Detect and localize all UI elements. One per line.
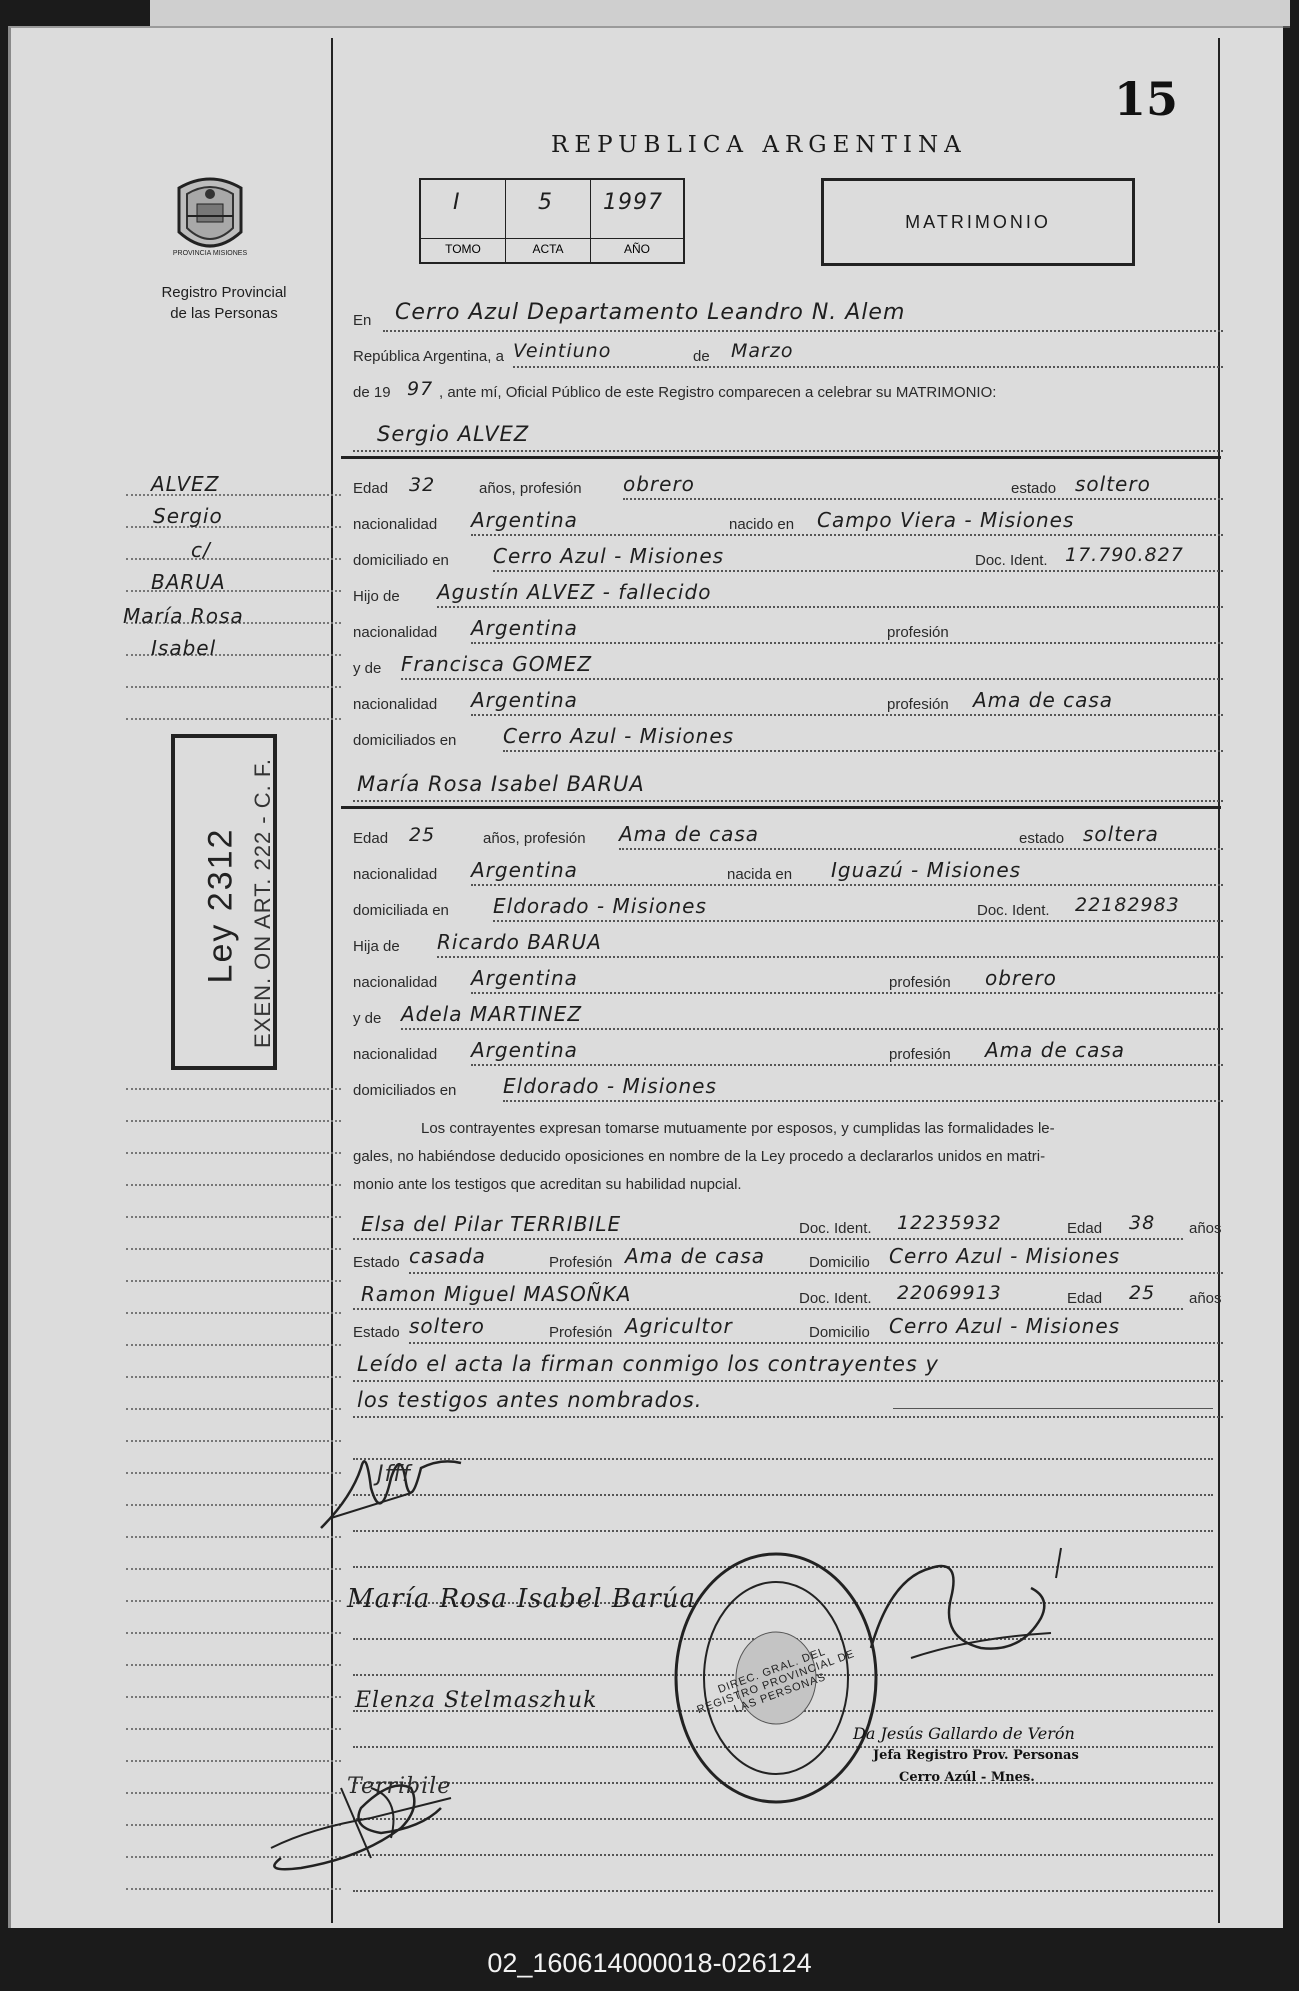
dotted-line	[353, 1380, 1223, 1382]
bride-address: Eldorado - Misiones	[493, 894, 707, 918]
hijo-label: Hijo de	[353, 588, 400, 605]
margin-dotline	[126, 1280, 341, 1282]
groom-nationality-row	[353, 504, 1223, 536]
groom-father: Agustín ALVEZ - fallecido	[437, 580, 712, 604]
signature-1-text: Jfff	[377, 1462, 411, 1487]
bride-father-nationality: Argentina	[471, 966, 578, 990]
ley-stamp	[171, 734, 277, 1070]
margin-note-name1: Sergio	[153, 504, 223, 528]
signature-3: Elenza Stelmaszhuk	[355, 1688, 598, 1713]
matrimonio-box	[821, 178, 1135, 266]
witness2-profession: Agricultor	[625, 1314, 733, 1338]
witness1-details-row	[353, 1242, 1223, 1274]
profesion-label: profesión	[887, 624, 949, 641]
margin-note-connector: c/	[191, 538, 211, 562]
anos-profesion-label: años, profesión	[479, 480, 582, 497]
dotted-line	[623, 498, 1223, 500]
intro-year-row	[353, 372, 1223, 404]
witness2-name-row	[353, 1278, 1223, 1310]
declaration-line3: monio ante los testigos que acreditan su habilidad nupcial.	[353, 1176, 742, 1193]
margin-dotline	[126, 686, 341, 688]
margin-note-name2: María Rosa	[123, 604, 244, 628]
dotted-line	[437, 956, 1223, 958]
groom-mother-profession: Ama de casa	[973, 688, 1114, 712]
witness2-name: Ramon Miguel MASOÑKA	[361, 1282, 632, 1306]
de-label: de	[693, 348, 710, 365]
ley-stamp-line1: Ley 2312	[201, 827, 240, 984]
matrimonio-label: MATRIMONIO	[905, 212, 1051, 232]
bride-age: 25	[409, 824, 436, 846]
doc-label: Doc. Ident.	[799, 1220, 872, 1237]
witness1-age: 38	[1129, 1212, 1156, 1234]
registry-box	[419, 178, 685, 264]
marriage-place: Cerro Azul Departamento Leandro N. Alem	[395, 300, 906, 325]
groom-name-row	[353, 418, 1223, 450]
domiciliado-label: domiciliado en	[353, 552, 449, 569]
intro-place-row	[353, 300, 1223, 332]
country-heading: REPUBLICA ARGENTINA	[551, 132, 967, 158]
official-place: Cerro Azúl - Mnes.	[899, 1770, 1035, 1785]
margin-dotline	[126, 558, 341, 560]
margin-dotline	[126, 1472, 341, 1474]
bride-address-row	[353, 890, 1223, 922]
official-name: Da Jesús Gallardo de Verón	[853, 1724, 1075, 1743]
dotted-line	[471, 992, 1223, 994]
dotted-line	[471, 534, 1223, 536]
witness2-age: 25	[1129, 1282, 1156, 1304]
tomo-value: I	[453, 190, 461, 215]
margin-note-name3: Isabel	[151, 636, 217, 660]
dotted-line	[409, 1272, 1223, 1274]
official-seal-stamp	[671, 1548, 881, 1808]
profesion-label: profesión	[887, 696, 949, 713]
closing-row1	[353, 1348, 1223, 1380]
nacionalidad-label: nacionalidad	[353, 974, 438, 991]
margin-dotline	[126, 1728, 341, 1730]
margin-note-surname1: ALVEZ	[151, 472, 220, 496]
estado-label: estado	[1019, 830, 1065, 847]
groom-name: Sergio ALVEZ	[377, 422, 530, 446]
nacionalidad-label: nacionalidad	[353, 1046, 438, 1063]
groom-father-nat-row	[353, 612, 1223, 644]
closing-row2	[353, 1384, 1223, 1416]
witness1-doc: 12235932	[897, 1212, 1002, 1234]
en-label: En	[353, 312, 372, 329]
marriage-month: Marzo	[731, 340, 794, 362]
witness2-doc: 22069913	[897, 1282, 1002, 1304]
anos-label: años	[1189, 1290, 1222, 1307]
doc-label: Doc. Ident.	[977, 902, 1050, 919]
groom-mother-row	[353, 648, 1223, 680]
dotted-line	[353, 1416, 1223, 1418]
groom-nationality: Argentina	[471, 508, 578, 532]
dotted-line	[353, 450, 1223, 452]
margin-dotline	[126, 1440, 341, 1442]
nacionalidad-label: nacionalidad	[353, 624, 438, 641]
left-margin-line	[331, 38, 333, 1923]
dotted-line	[401, 678, 1223, 680]
domicilio-label: Domicilio	[809, 1254, 870, 1271]
margin-dotline	[126, 1664, 341, 1666]
anos-label: años	[1189, 1220, 1222, 1237]
doc-label: Doc. Ident.	[975, 552, 1048, 569]
bride-parents-address: Eldorado - Misiones	[503, 1074, 717, 1098]
dotted-line	[493, 570, 1223, 572]
tomo-cell	[421, 180, 506, 262]
witness1-status: casada	[409, 1244, 486, 1268]
republic-label: República Argentina, a	[353, 348, 504, 365]
margin-dotline	[126, 1408, 341, 1410]
bride-age-row	[353, 818, 1223, 850]
ano-value: 1997	[603, 190, 663, 215]
anos-profesion-label: años, profesión	[483, 830, 586, 847]
declaration-line1: Los contrayentes expresan tomarse mutuamente por esposos, y cumplidas las formalidades le-	[421, 1120, 1055, 1137]
edad-label: Edad	[1067, 1290, 1103, 1307]
witness1-name-row	[353, 1208, 1223, 1240]
dotted-line	[471, 884, 1223, 886]
groom-parents-address: Cerro Azul - Misiones	[503, 724, 735, 748]
ano-cell	[591, 180, 683, 262]
margin-dotline	[126, 1568, 341, 1570]
dotted-line	[619, 848, 1223, 850]
margin-dotline	[126, 1248, 341, 1250]
edad-label: Edad	[353, 480, 389, 497]
margin-dotline	[126, 1888, 341, 1890]
official-title: Jefa Registro Prov. Personas	[873, 1748, 1079, 1763]
domiciliada-label: domiciliada en	[353, 902, 449, 919]
groom-profession: obrero	[623, 472, 695, 496]
margin-dotline	[126, 1376, 341, 1378]
profesion-label: profesión	[889, 974, 951, 991]
domiciliados-label: domiciliados en	[353, 1082, 457, 1099]
margin-dotline	[126, 1600, 341, 1602]
groom-address: Cerro Azul - Misiones	[493, 544, 725, 568]
bride-father-row	[353, 926, 1223, 958]
dotted-line	[437, 606, 1223, 608]
margin-dotline	[126, 1632, 341, 1634]
groom-age-row	[353, 468, 1223, 500]
bride-doc: 22182983	[1075, 894, 1180, 916]
nacida-label: nacida en	[727, 866, 793, 883]
groom-mother-nat-row	[353, 684, 1223, 716]
signature-4	[251, 1748, 491, 1878]
groom-mother-nationality: Argentina	[471, 688, 578, 712]
dotted-line	[409, 1342, 1223, 1344]
margin-dotline	[126, 1088, 341, 1090]
bride-name-row	[353, 768, 1223, 800]
bride-father-profession: obrero	[985, 966, 1057, 990]
year-prefix: de 19	[353, 384, 391, 401]
provincial-crest-icon	[169, 168, 251, 264]
groom-mother: Francisca GOMEZ	[401, 652, 593, 676]
groom-address-row	[353, 540, 1223, 572]
appearance-text: , ante mí, Oficial Público de este Registro comparecen a celebrar su MATRIMONIO:	[439, 384, 997, 401]
edad-label: Edad	[353, 830, 389, 847]
yde-label: y de	[353, 1010, 382, 1027]
bride-mother-profession: Ama de casa	[985, 1038, 1126, 1062]
bride-nationality: Argentina	[471, 858, 578, 882]
top-edge-strip	[150, 0, 1290, 28]
official-signature	[851, 1538, 1081, 1678]
dotted-line	[471, 642, 1223, 644]
yde-label: y de	[353, 660, 382, 677]
year-suffix: 97	[407, 378, 434, 400]
bride-mother-row	[353, 998, 1223, 1030]
groom-status: soltero	[1075, 472, 1151, 496]
estado-label: estado	[1011, 480, 1057, 497]
registry-office-line1: Registro Provincial	[161, 284, 287, 301]
document-page	[8, 26, 1283, 1928]
bride-name: María Rosa Isabel BARUA	[357, 772, 645, 796]
signature-4-text: Terribile	[347, 1774, 452, 1799]
seal-text: DIREC. GRAL. DEL REGISTRO PROVINCIAL DE LAS PERSONAS	[695, 1645, 857, 1717]
edad-label: Edad	[1067, 1220, 1103, 1237]
margin-dotline	[126, 1696, 341, 1698]
closing-line1: Leído el acta la firman conmigo los contrayentes y	[357, 1352, 939, 1376]
domiciliados-label: domiciliados en	[353, 732, 457, 749]
nacido-label: nacido en	[729, 516, 795, 533]
nacionalidad-label: nacionalidad	[353, 516, 438, 533]
witness2-status: soltero	[409, 1314, 485, 1338]
witness1-profession: Ama de casa	[625, 1244, 766, 1268]
profesion-label: Profesión	[549, 1324, 613, 1341]
dotted-line	[353, 800, 1223, 802]
dotted-line	[471, 714, 1223, 716]
profesion-label: profesión	[889, 1046, 951, 1063]
witness2-address: Cerro Azul - Misiones	[889, 1314, 1121, 1338]
groom-father-nationality: Argentina	[471, 616, 578, 640]
margin-note-surname2: BARUA	[151, 570, 226, 594]
margin-dotline	[126, 718, 341, 720]
signature-line	[353, 1890, 1213, 1892]
doc-label: Doc. Ident.	[799, 1290, 872, 1307]
bride-father: Ricardo BARUA	[437, 930, 602, 954]
margin-dotline	[126, 1536, 341, 1538]
declaration-line2: gales, no habiéndose deducido oposiciones en nombre de la Ley procedo a declararlos unidos en matri-	[353, 1148, 1046, 1165]
margin-dotline	[126, 1152, 341, 1154]
witness2-details-row	[353, 1312, 1223, 1344]
dotted-line	[383, 330, 1223, 332]
crest-text: PROVINCIA MISIONES	[172, 250, 248, 257]
ano-label: AÑO	[591, 238, 683, 256]
acta-cell	[506, 180, 591, 262]
signature-2: María Rosa Isabel Barúa	[347, 1584, 696, 1614]
witness1-address: Cerro Azul - Misiones	[889, 1244, 1121, 1268]
estado-label: Estado	[353, 1254, 400, 1271]
page-number: 15	[1114, 72, 1179, 126]
estado-label: Estado	[353, 1324, 400, 1341]
dotted-line	[493, 920, 1223, 922]
bride-status: soltera	[1083, 822, 1159, 846]
groom-birthplace: Campo Viera - Misiones	[817, 508, 1075, 532]
dotted-line	[353, 1238, 1183, 1240]
dotted-line	[503, 1100, 1223, 1102]
margin-dotline	[126, 1216, 341, 1218]
footer-image-id: 02_160614000018-026124	[0, 1935, 1299, 1991]
witness1-name: Elsa del Pilar TERRIBILE	[361, 1212, 622, 1236]
margin-dotline	[126, 1120, 341, 1122]
bride-mother-nationality: Argentina	[471, 1038, 578, 1062]
acta-label: ACTA	[506, 238, 590, 256]
bride-mother: Adela MARTINEZ	[401, 1002, 583, 1026]
margin-dotline	[126, 1504, 341, 1506]
nacionalidad-label: nacionalidad	[353, 866, 438, 883]
ley-stamp-line2: EXEN. ON ART. 222 - C. F.	[250, 758, 275, 1048]
intro-date-row	[353, 336, 1223, 368]
groom-age: 32	[409, 474, 436, 496]
bride-mother-nat-row	[353, 1034, 1223, 1066]
bride-parents-address-row	[353, 1070, 1223, 1102]
dotted-line	[401, 1028, 1223, 1030]
closing-line2: los testigos antes nombrados.	[357, 1388, 703, 1412]
dotted-line	[513, 366, 1223, 368]
margin-dotline	[126, 1184, 341, 1186]
groom-father-row	[353, 576, 1223, 608]
bride-nationality-row	[353, 854, 1223, 886]
groom-doc: 17.790.827	[1065, 544, 1184, 566]
dotted-line	[503, 750, 1223, 752]
tomo-label: TOMO	[421, 238, 505, 256]
margin-dotline	[126, 1312, 341, 1314]
profesion-label: Profesión	[549, 1254, 613, 1271]
margin-dotline	[126, 1344, 341, 1346]
dotted-line	[471, 1064, 1223, 1066]
closing-rule	[893, 1408, 1213, 1409]
domicilio-label: Domicilio	[809, 1324, 870, 1341]
nacionalidad-label: nacionalidad	[353, 696, 438, 713]
acta-value: 5	[538, 190, 553, 215]
registry-office-line2: de las Personas	[170, 305, 278, 322]
dotted-line	[353, 1308, 1183, 1310]
bride-birthplace: Iguazú - Misiones	[831, 858, 1022, 882]
section-divider	[341, 806, 1221, 809]
section-divider	[341, 456, 1221, 459]
bride-profession: Ama de casa	[619, 822, 760, 846]
marriage-day: Veintiuno	[513, 340, 612, 362]
signature-1	[311, 1438, 491, 1538]
bride-father-nat-row	[353, 962, 1223, 994]
hija-label: Hija de	[353, 938, 400, 955]
groom-parents-address-row	[353, 720, 1223, 752]
